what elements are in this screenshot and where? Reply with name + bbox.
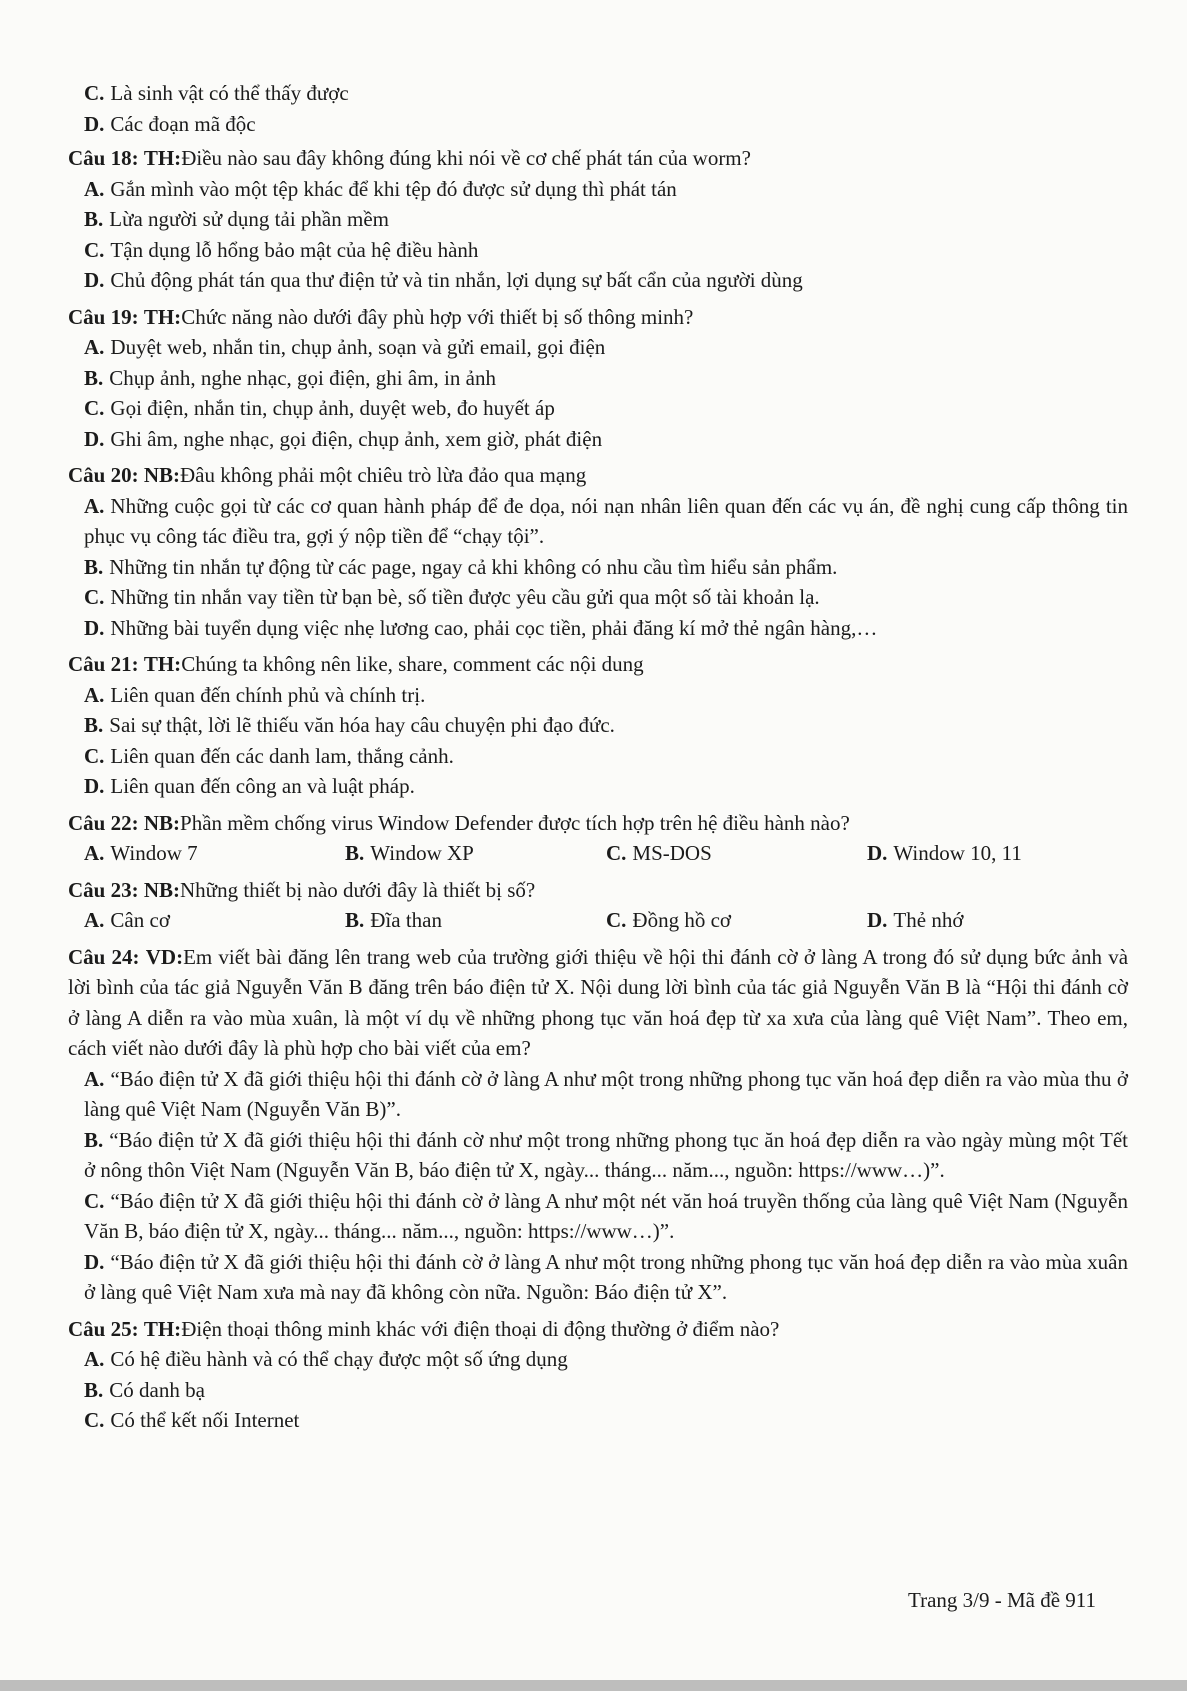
question-number: Câu 25:: [68, 1316, 139, 1341]
answer-option: [68, 680, 1128, 711]
question-stem: [68, 649, 1128, 680]
option-text: Thẻ nhớ: [893, 908, 964, 932]
scan-bottom-edge: [0, 1680, 1187, 1691]
option-text: Những tin nhắn vay tiền từ bạn bè, số tiền được yêu cầu gửi qua một số tài khoản lạ.: [110, 585, 820, 609]
option-letter: A.: [84, 493, 105, 518]
option-letter: A.: [84, 1066, 105, 1091]
option-text: Duyệt web, nhắn tin, chụp ảnh, soạn và gửi email, gọi điện: [110, 335, 606, 359]
option-text: Window 10, 11: [893, 841, 1022, 865]
option-text: Gọi điện, nhắn tin, chụp ảnh, duyệt web, đo huyết áp: [110, 396, 555, 420]
page-footer: Trang 3/9 - Mã đề 911: [908, 1588, 1097, 1612]
answer-option: [345, 838, 606, 869]
option-letter: B.: [345, 908, 365, 932]
option-letter: B.: [84, 1377, 104, 1402]
option-letter: D.: [84, 268, 105, 292]
answer-option: [606, 905, 867, 936]
option-text: Ghi âm, nghe nhạc, gọi điện, chụp ảnh, xem giờ, phát điện: [110, 426, 603, 451]
question: [68, 143, 1128, 296]
option-text: Có hệ điều hành và có thể chạy được một số ứng dụng: [110, 1347, 568, 1371]
option-text: Đồng hồ cơ: [632, 908, 732, 932]
question-text: Chúng ta không nên like, share, comment các nội dung: [181, 652, 644, 676]
option-text: Cân cơ: [110, 908, 170, 932]
option-letter: B.: [345, 841, 365, 865]
question-stem: [68, 875, 1128, 906]
option-letter: B.: [84, 365, 104, 390]
answer-option: [345, 905, 606, 936]
question-level-tag: TH:: [143, 146, 182, 170]
option-letter: B.: [84, 1127, 104, 1152]
option-text: Gắn mình vào một tệp khác để khi tệp đó được sử dụng thì phát tán: [110, 176, 677, 201]
answer-option: [68, 613, 1128, 644]
answer-option: [68, 332, 1128, 363]
question-stem: [68, 143, 1128, 174]
page-content: [68, 78, 1128, 1436]
option-letter: D.: [84, 774, 105, 798]
answer-option-row: [68, 838, 1128, 869]
option-text: “Báo điện tử X đã giới thiệu hội thi đánh cờ ở làng A như một trong những phong tục văn hoá đẹp diễn ra vào mùa thu ở làng quê Việt Nam (Nguyễn Văn B)”.: [84, 1066, 1128, 1121]
answer-option: [68, 1344, 1128, 1375]
question-number: Câu 23:: [68, 877, 139, 902]
option-text: Có danh bạ: [109, 1377, 205, 1402]
option-letter: B.: [84, 554, 104, 579]
option-letter: A.: [84, 908, 105, 932]
option-letter: A.: [84, 841, 105, 865]
answer-option: [68, 552, 1128, 583]
option-text: Có thể kết nối Internet: [110, 1408, 300, 1432]
question-text: Điện thoại thông minh khác với điện thoại di động thường ở điểm nào?: [181, 1316, 780, 1341]
answer-option: [68, 1125, 1128, 1186]
answer-option: [68, 710, 1128, 741]
question-number: Câu 18:: [68, 146, 139, 170]
option-text: Chủ động phát tán qua thư điện tử và tin nhắn, lợi dụng sự bất cẩn của người dùng: [110, 268, 803, 292]
option-text: Sai sự thật, lời lẽ thiếu văn hóa hay câu chuyện phi đạo đức.: [109, 713, 615, 737]
question: [68, 302, 1128, 455]
option-text: Những cuộc gọi từ các cơ quan hành pháp để đe dọa, nói nạn nhân liên quan đến các vụ án, đề nghị cung cấp thông tin phục vụ công tác điều tra, gợi ý nộp tiền để “chạy tội”.: [84, 493, 1128, 548]
question: [68, 649, 1128, 802]
question-level-tag: TH:: [143, 1316, 182, 1341]
option-letter: A.: [84, 335, 105, 359]
option-text: Những bài tuyển dụng việc nhẹ lương cao, phải cọc tiền, phải đăng kí mở thẻ ngân hàng,…: [110, 615, 878, 640]
option-letter: D.: [867, 841, 888, 865]
option-letter: C.: [84, 1188, 105, 1213]
question-list: [68, 143, 1128, 1436]
question: [68, 1314, 1128, 1436]
answer-option: [68, 491, 1128, 552]
question-stem: [68, 808, 1128, 839]
answer-option: [68, 363, 1128, 394]
answer-option: [867, 838, 1128, 869]
option-text: “Báo điện tử X đã giới thiệu hội thi đánh cờ như một trong những phong tục ăn hoá đẹp diễn ra vào ngày mùng một Tết ở nông thôn Việt Nam (Nguyễn Văn B, báo điện tử X, ngày... tháng... năm..., nguồn: https://www…)”.: [84, 1127, 1128, 1182]
question: [68, 460, 1128, 643]
option-text: Đĩa than: [370, 908, 442, 932]
leading-option-c: C. Là sinh vật có thể thấy được: [84, 81, 349, 105]
answer-option: [84, 838, 345, 869]
option-letter: D.: [84, 1249, 105, 1274]
option-letter: C.: [84, 237, 105, 262]
option-text: Lừa người sử dụng tải phần mềm: [109, 207, 389, 231]
question: [68, 942, 1128, 1308]
answer-option: [867, 905, 1128, 936]
question-level-tag: NB:: [143, 810, 181, 835]
option-letter: B.: [84, 713, 104, 737]
question-stem: [68, 302, 1128, 333]
option-text: “Báo điện tử X đã giới thiệu hội thi đánh cờ ở làng A như một nét văn hoá truyền thống của làng quê Việt Nam (Nguyễn Văn B, báo điện tử X, ngày... tháng... năm..., nguồn: https://www…)”.: [84, 1188, 1128, 1243]
question-stem: [68, 460, 1128, 491]
answer-option-row: [68, 905, 1128, 936]
option-letter: A.: [84, 176, 105, 201]
option-text: Chụp ảnh, nghe nhạc, gọi điện, ghi âm, in ảnh: [109, 365, 496, 390]
option-text: Liên quan đến công an và luật pháp.: [110, 774, 415, 798]
answer-option: [68, 1375, 1128, 1406]
option-letter: D.: [84, 615, 105, 640]
answer-option: [68, 235, 1128, 266]
option-text: Window 7: [110, 841, 198, 865]
option-text: MS-DOS: [632, 841, 712, 865]
question: [68, 875, 1128, 936]
question-text: Phần mềm chống virus Window Defender được tích hợp trên hệ điều hành nào?: [180, 810, 850, 835]
option-letter: C.: [84, 743, 105, 768]
answer-option: [68, 424, 1128, 455]
option-letter: C.: [606, 908, 627, 932]
option-letter: D.: [867, 908, 888, 932]
question-text: Đâu không phải một chiêu trò lừa đảo qua mạng: [180, 463, 587, 487]
question-level-tag: NB:: [143, 463, 181, 487]
option-text: Window XP: [370, 841, 474, 865]
answer-option: [68, 204, 1128, 235]
option-letter: A.: [84, 682, 105, 707]
option-text: Liên quan đến các danh lam, thắng cảnh.: [110, 743, 454, 768]
question-number: Câu 20:: [68, 463, 139, 487]
option-text: “Báo điện tử X đã giới thiệu hội thi đánh cờ ở làng A như một trong những phong tục văn hoá đẹp diễn ra vào mùa xuân ở làng quê Việt Nam xưa mà nay đã không còn nữa. Nguồn: Báo điện tử X”.: [84, 1249, 1128, 1304]
question-level-tag: TH:: [143, 304, 182, 329]
answer-option: [606, 838, 867, 869]
question: [68, 808, 1128, 869]
answer-option: [68, 265, 1128, 296]
question-level-tag: VD:: [145, 944, 184, 969]
answer-option: [68, 741, 1128, 772]
option-text: Những tin nhắn tự động từ các page, ngay cả khi không có nhu cầu tìm hiểu sản phẩm.: [109, 554, 838, 579]
question-level-tag: TH:: [143, 652, 182, 676]
option-letter: B.: [84, 207, 104, 231]
option-letter: A.: [84, 1347, 105, 1371]
answer-option: [68, 1186, 1128, 1247]
option-letter: C.: [84, 585, 105, 609]
answer-option: [68, 582, 1128, 613]
question-text: Những thiết bị nào dưới đây là thiết bị số?: [180, 877, 536, 902]
question-text: Em viết bài đăng lên trang web của trường giới thiệu về hội thi đánh cờ ở làng A trong đó sử dụng bức ảnh và lời bình của tác giả Nguyễn Văn B đăng trên báo điện tử X. Nội dung lời bình của tác giả Nguyễn Văn B là “Hội thi đánh cờ ở làng A diễn ra vào mùa xuân, là một ví dụ về những phong tục văn hoá đẹp từ xa xưa của làng quê Việt Nam”. Theo em, cách viết nào dưới đây là phù hợp cho bài viết của em?: [68, 944, 1129, 1060]
answer-option: [84, 905, 345, 936]
leading-option-d: D. Các đoạn mã độc: [84, 111, 256, 136]
question-stem: [68, 942, 1128, 1064]
question-text: Chức năng nào dưới đây phù hợp với thiết bị số thông minh?: [181, 304, 694, 329]
answer-option: [68, 771, 1128, 802]
question-stem: [68, 1314, 1128, 1345]
question-text: Điều nào sau đây không đúng khi nói về cơ chế phát tán của worm?: [181, 146, 751, 170]
question-number: Câu 19:: [68, 304, 139, 329]
answer-option: [68, 1064, 1128, 1125]
answer-option: [68, 174, 1128, 205]
question-number: Câu 24:: [68, 944, 140, 969]
option-letter: C.: [606, 841, 627, 865]
option-letter: D.: [84, 426, 105, 451]
answer-option: [68, 1405, 1128, 1436]
option-letter: C.: [84, 1408, 105, 1432]
question-number: Câu 21:: [68, 652, 139, 676]
question-level-tag: NB:: [143, 877, 181, 902]
option-text: Liên quan đến chính phủ và chính trị.: [110, 682, 426, 707]
answer-option: [68, 1247, 1128, 1308]
option-text: Tận dụng lỗ hổng bảo mật của hệ điều hành: [110, 237, 479, 262]
question-number: Câu 22:: [68, 810, 139, 835]
option-letter: C.: [84, 396, 105, 420]
answer-option: [68, 393, 1128, 424]
